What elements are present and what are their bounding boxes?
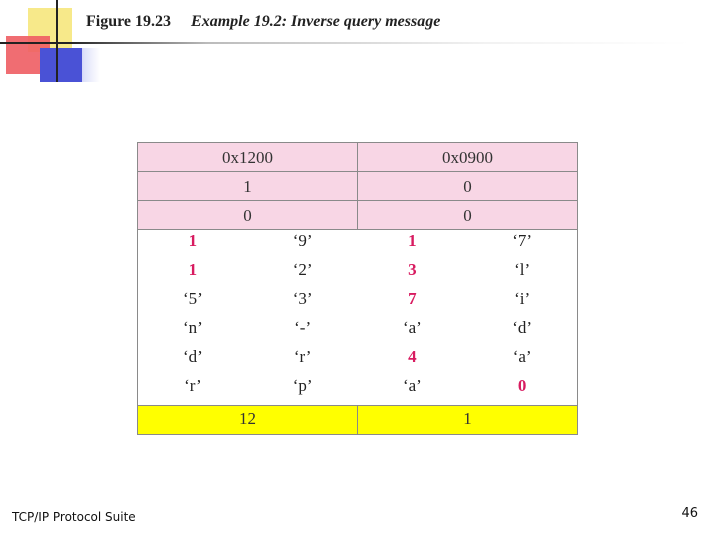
body-cell: ‘d’ bbox=[182, 347, 203, 366]
header-cell: 0 bbox=[357, 172, 577, 200]
body-cell: ‘r’ bbox=[293, 347, 312, 366]
header-cell: 0 bbox=[357, 201, 577, 229]
header-cell: 0x0900 bbox=[357, 143, 577, 171]
page-number: 46 bbox=[681, 506, 698, 521]
body-cell: ‘5’ bbox=[182, 289, 203, 308]
body-row bbox=[138, 231, 577, 260]
inverse-query-message-table bbox=[137, 142, 578, 435]
decor-blue-square bbox=[40, 48, 82, 82]
header-row-counts-1 bbox=[138, 172, 577, 201]
body-cell: ‘r’ bbox=[184, 376, 202, 395]
body-row bbox=[138, 289, 577, 318]
header-cell: 1 bbox=[243, 177, 252, 196]
body-cell: ‘n’ bbox=[182, 318, 203, 337]
body-row bbox=[138, 376, 577, 405]
footer-book-title: TCP/IP Protocol Suite bbox=[12, 510, 136, 524]
header-cell: 0 bbox=[243, 206, 252, 225]
body-cell: 1 bbox=[188, 231, 198, 250]
body-cell: ‘i’ bbox=[514, 289, 531, 308]
body-cell: ‘3’ bbox=[292, 289, 313, 308]
body-cell: ‘d’ bbox=[512, 318, 533, 337]
body-cell: ‘9’ bbox=[292, 231, 313, 250]
body-cell: 3 bbox=[408, 260, 417, 279]
body-cell: 1 bbox=[188, 260, 198, 279]
body-cell: ‘a’ bbox=[512, 347, 532, 366]
body-cell: 4 bbox=[408, 347, 417, 366]
body-cell: 0 bbox=[517, 376, 527, 395]
body-cell: ‘2’ bbox=[292, 260, 313, 279]
body-cell: 7 bbox=[408, 289, 417, 308]
figure-title bbox=[86, 13, 440, 31]
header-row-counts-2 bbox=[138, 201, 577, 230]
body-cell: ‘7’ bbox=[512, 231, 533, 250]
footer-cell: 1 bbox=[357, 406, 577, 434]
body-row bbox=[138, 318, 577, 347]
figure-caption: Example 19.2: Inverse query message bbox=[191, 13, 441, 30]
body-cell: ‘a’ bbox=[402, 318, 422, 337]
figure-number: Figure 19.23 bbox=[86, 13, 172, 30]
footer-row-type-class bbox=[138, 405, 577, 434]
footer-cell: 12 bbox=[239, 409, 256, 428]
header-cell: 0x1200 bbox=[222, 148, 273, 167]
answer-body bbox=[138, 230, 577, 405]
body-row bbox=[138, 347, 577, 376]
decor-vertical-line bbox=[56, 0, 58, 82]
body-cell: ‘p’ bbox=[292, 376, 313, 395]
decor-horizontal-line bbox=[0, 42, 690, 44]
header-row-identification bbox=[138, 143, 577, 172]
body-cell: ‘a’ bbox=[402, 376, 422, 395]
body-row bbox=[138, 260, 577, 289]
body-cell: 1 bbox=[408, 231, 417, 250]
body-cell: ‘l’ bbox=[514, 260, 531, 279]
body-cell: ‘-’ bbox=[294, 318, 312, 337]
